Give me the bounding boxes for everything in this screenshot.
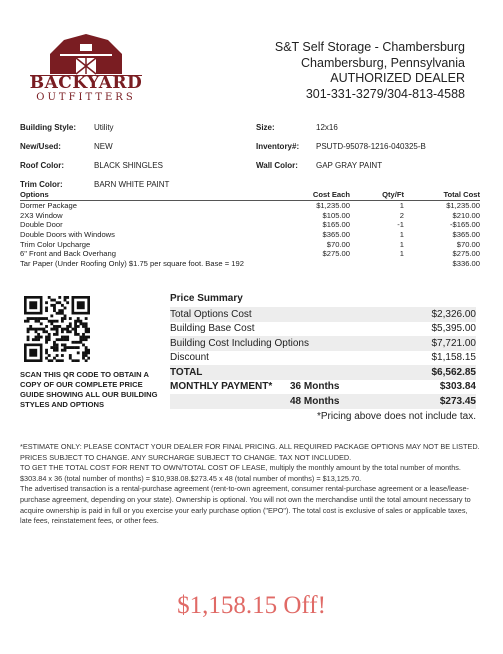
- option-qty: 1: [399, 230, 404, 240]
- inventory-label: Inventory#:: [256, 142, 300, 151]
- option-cost: $165.00: [322, 220, 350, 230]
- option-total: $70.00: [456, 239, 480, 249]
- table-row: [20, 249, 480, 259]
- fine-print-total-cost: TO GET THE TOTAL COST FOR RENT TO OWN/TOTAL COST OF LEASE, multiply the monthly amount by the total number of months.: [20, 463, 461, 473]
- option-name: Dormer Package: [20, 201, 77, 211]
- total-options-value: $2,326.00: [431, 308, 476, 320]
- term-48-amount: $273.45: [439, 395, 476, 407]
- qr-code-icon: [24, 296, 90, 362]
- total-value: $6,562.85: [431, 366, 476, 378]
- new-used-label: New/Used:: [20, 142, 61, 151]
- option-cost: $275.00: [322, 249, 350, 259]
- summary-row: [170, 365, 476, 380]
- option-name: 6" Front and Back Overhang: [20, 249, 116, 259]
- barn-icon: [20, 34, 152, 76]
- term-36-amount: $303.84: [439, 381, 476, 393]
- option-name: Tar Paper (Under Roofing Only) $1.75 per square foot. Base = 192: [20, 258, 244, 268]
- summary-row: [170, 307, 476, 322]
- option-name: Trim Color Upcharge: [20, 239, 91, 249]
- price-summary: [170, 293, 476, 422]
- fine-print: [20, 442, 480, 527]
- option-cost: $70.00: [326, 239, 350, 249]
- roof-color-label: Roof Color:: [20, 161, 64, 170]
- discount-value: $1,158.15: [431, 352, 476, 364]
- term-36: 36 Months: [290, 381, 340, 393]
- incl-options-label: Building Cost Including Options: [170, 337, 309, 349]
- new-used-value: NEW: [94, 142, 113, 151]
- discount-label: Discount: [170, 352, 209, 364]
- options-table: [20, 190, 480, 268]
- monthly-payment-row: [170, 394, 476, 409]
- dealer-phones: 301-331-3279/304-813-4588: [305, 86, 465, 101]
- option-name: 2X3 Window: [20, 210, 63, 220]
- options-header-cell: Total Cost: [443, 190, 480, 199]
- fine-print-estimate: *ESTIMATE ONLY: PLEASE CONTACT YOUR DEALER FOR FINAL PRICING. ALL REQUIRED PACKAGE OPTIONS MAY NOT BE LISTED. PRICES SUBJECT TO CHANGE. ANY SURCHARGE SUBJECT TO CHANGE. TAX NOT INCLUDED.: [20, 442, 480, 462]
- option-total: $275.00: [452, 249, 480, 259]
- summary-title: Price Summary: [170, 293, 243, 304]
- trim-color-value: BARN WHITE PAINT: [94, 180, 170, 189]
- option-qty: 2: [399, 210, 404, 220]
- building-info: [20, 118, 480, 194]
- option-cost: $365.00: [322, 230, 350, 240]
- option-qty: -1: [397, 220, 404, 230]
- roof-color-value: BLACK SHINGLES: [94, 161, 163, 170]
- tax-note: *Pricing above does not include tax.: [317, 410, 476, 422]
- building-style-label: Building Style:: [20, 123, 76, 132]
- term-48: 48 Months: [290, 395, 340, 407]
- options-header-cell: Options: [20, 190, 49, 199]
- logo-brand-sub: OUTFITTERS: [36, 92, 136, 103]
- option-qty: 1: [399, 239, 404, 249]
- table-row: [20, 259, 480, 269]
- table-row: [20, 230, 480, 240]
- fine-print-agreement: The advertised transaction is a rental-purchase agreement (rent-to-own agreement, consumer rental-purchase agreement or a lease/lease-purchase agreement, depending on your state). Ownership is optional. You will not own the merchandise until the total amount necessary to acquire ownership is paid in full or you exercise your early purchase option ("EPO"). The total cost is exclusive of sales or applicable taxes, late fees, reinstatement fees, or other fees.: [20, 484, 471, 526]
- logo-brand: BACKYARD: [29, 73, 143, 93]
- option-qty: 1: [399, 249, 404, 259]
- option-total: -$165.00: [450, 220, 480, 230]
- discount-banner: $1,158.15 Off!: [177, 592, 326, 619]
- qr-code[interactable]: [24, 296, 90, 362]
- option-total: $210.00: [452, 210, 480, 220]
- summary-row: [170, 351, 476, 366]
- option-total: $1,235.00: [446, 201, 480, 211]
- wall-color-value: GAP GRAY PAINT: [316, 161, 383, 170]
- summary-row: [170, 322, 476, 337]
- dealer-status: AUTHORIZED DEALER: [330, 71, 465, 85]
- total-label: TOTAL: [170, 366, 203, 378]
- trim-color-label: Trim Color:: [20, 180, 63, 189]
- base-cost-label: Building Base Cost: [170, 323, 255, 335]
- dealer-info: [275, 40, 465, 102]
- option-cost: $1,235.00: [316, 201, 350, 211]
- option-name: Double Door: [20, 220, 63, 230]
- base-cost-value: $5,395.00: [431, 323, 476, 335]
- incl-options-value: $7,721.00: [431, 337, 476, 349]
- option-cost: $105.00: [322, 210, 350, 220]
- option-name: Double Doors with Windows: [20, 230, 115, 240]
- size-label: Size:: [256, 123, 275, 132]
- brand-logo: [20, 34, 152, 106]
- options-header: [20, 190, 480, 201]
- dealer-location: Chambersburg, Pennsylvania: [301, 55, 465, 70]
- wall-color-label: Wall Color:: [256, 161, 298, 170]
- info-row: [20, 137, 480, 156]
- table-row: [20, 201, 480, 211]
- qr-instructions: SCAN THIS QR CODE TO OBTAIN A COPY OF OUR COMPLETE PRICE GUIDE SHOWING ALL OUR BUILDING STYLES AND OPTIONS: [20, 370, 158, 409]
- monthly-payment-row: [170, 380, 476, 395]
- option-total: $365.00: [452, 230, 480, 240]
- summary-row: [170, 336, 476, 351]
- table-row: [20, 220, 480, 230]
- monthly-label: MONTHLY PAYMENT*: [170, 381, 273, 393]
- option-qty: 1: [399, 201, 404, 211]
- fine-print-calculation: $303.84 x 36 (total number of months) = $10,938.08.$273.45 x 48 (total number of months) = $13,125.70.: [20, 473, 362, 483]
- option-total: $336.00: [452, 258, 480, 268]
- table-row: [20, 211, 480, 221]
- inventory-value: PSUTD-95078-1216-040325-B: [316, 142, 426, 151]
- info-row: [20, 118, 480, 137]
- size-value: 12x16: [316, 123, 338, 132]
- options-header-cell: Cost Each: [312, 190, 350, 199]
- info-row: [20, 156, 480, 175]
- dealer-name: S&T Self Storage - Chambersburg: [274, 40, 465, 54]
- options-header-cell: Qty/Ft: [382, 190, 404, 199]
- total-options-label: Total Options Cost: [170, 308, 252, 320]
- building-style-value: Utility: [94, 123, 114, 132]
- table-row: [20, 239, 480, 249]
